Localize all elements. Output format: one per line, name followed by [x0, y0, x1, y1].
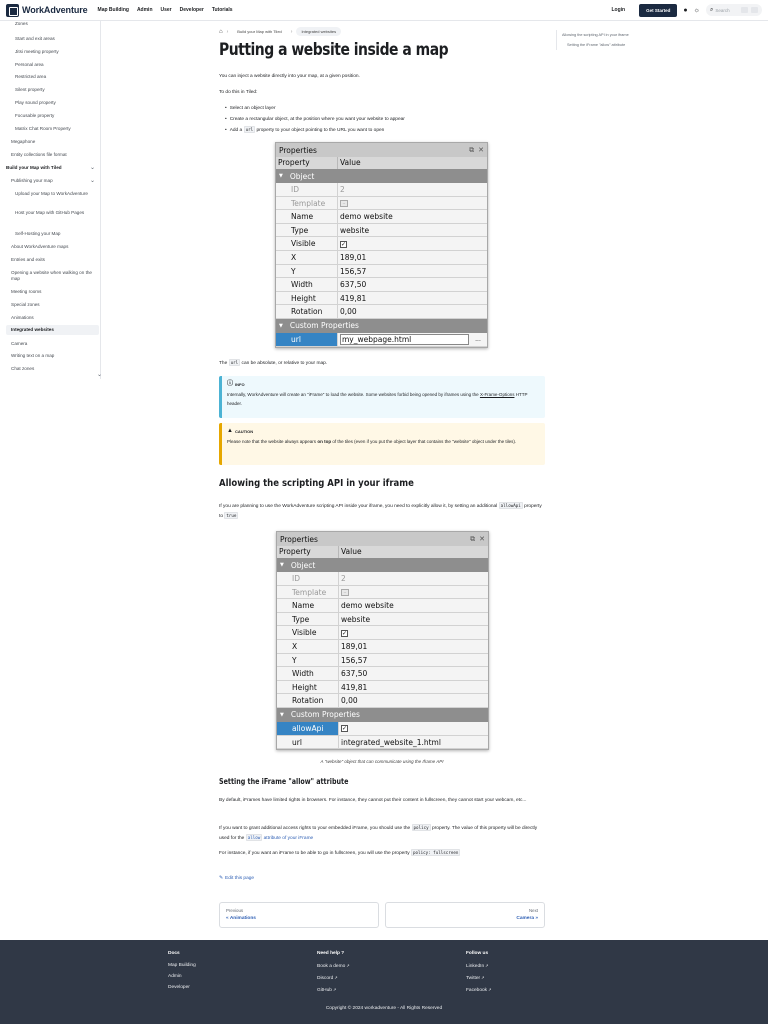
sidebar-item-publishing[interactable]: Publishing your map [11, 178, 53, 183]
todo-text: To do this in Tiled: [219, 90, 258, 95]
prop-value [338, 237, 487, 250]
copyright: Copyright © 2024 workadventure - All Rights Reserved [325, 1006, 443, 1011]
breadcrumb-current: Integrated websites [296, 27, 341, 36]
group-label: Custom Properties [289, 321, 359, 331]
nav-link-admin[interactable]: Admin [136, 7, 153, 13]
external-link-icon: ↗ [332, 987, 337, 992]
browse-button: ... [475, 335, 481, 343]
steps-list [225, 104, 405, 137]
prop-value: 189,01 [341, 641, 368, 651]
footer-col-title: Docs [168, 951, 180, 956]
panel-column-headers [276, 157, 487, 169]
group-object [277, 558, 488, 572]
prop-key: url [277, 736, 339, 749]
allow-paragraph-2 [219, 823, 545, 843]
footer-link-text: Discord [317, 976, 334, 981]
property-row [277, 694, 488, 708]
collapse-triangle-icon: ▼ [280, 711, 284, 718]
api-text-a: If you are planning to use the WorkAdventure scripting API inside your iframe, you need to explicitly allow it, by setting an additional [219, 504, 498, 509]
col-property: Property [277, 546, 339, 558]
allow-attribute-link[interactable] [246, 836, 314, 841]
checkbox-checked-icon: ✓ [341, 240, 347, 248]
sidebar-item-animations[interactable]: Animations [11, 315, 34, 320]
prop-key: Width [277, 667, 339, 680]
sidebar-item-zones[interactable]: Zones [15, 21, 28, 26]
collapse-triangle-icon: ▼ [279, 322, 283, 329]
group-custom-properties [277, 708, 488, 722]
prop-key: Width [276, 278, 338, 291]
property-row [277, 572, 488, 586]
external-link-icon: ↗ [485, 963, 489, 968]
sidebar-item-github-pages[interactable]: Host your Map with GitHub Pages [15, 210, 85, 215]
panel-buttons [470, 535, 485, 544]
sidebar-item-jitsi[interactable]: Jitsi meeting property [15, 49, 59, 54]
step3-text-b: property to your object pointing to the URL you want to open [256, 128, 385, 133]
panel-title: Properties [280, 534, 318, 544]
toc-item[interactable]: Allowing the scripting API in your iframe [562, 33, 629, 37]
nav-link-map-building[interactable]: Map Building [97, 7, 129, 13]
api-text-b: property to [219, 504, 542, 519]
property-row [276, 237, 487, 251]
prop-value: integrated_website_1.html [341, 737, 441, 747]
prop-value [338, 197, 487, 210]
footer-link[interactable]: Map Building [168, 963, 196, 968]
info-text-after: HTTP header. [227, 392, 528, 406]
footer-link[interactable] [317, 987, 350, 993]
footer-link[interactable] [317, 963, 350, 969]
property-row [276, 305, 487, 319]
footer [0, 940, 768, 1024]
allow-attribute-link-text: attribute of your iFrame [263, 836, 314, 841]
inline-code: url [230, 360, 239, 365]
footer-col-title: Need help ? [317, 951, 345, 956]
sidebar-item-focusable[interactable]: Focusable property [15, 113, 55, 118]
brand-link[interactable] [6, 4, 88, 17]
close-icon: ✕ [478, 145, 484, 154]
url-value-field: my_webpage.html [340, 334, 469, 345]
section-heading-allow-attribute: Setting the iFrame "allow" attribute [219, 777, 349, 786]
group-label: Custom Properties [290, 710, 360, 720]
pager-label: « Animations [226, 916, 256, 921]
prop-key: Height [276, 292, 338, 305]
footer-link[interactable] [466, 987, 491, 993]
sidebar-item-matrix-chat[interactable]: Matrix Chat Room Property [15, 126, 71, 131]
prop-key: Template [277, 586, 339, 599]
prop-key: X [276, 251, 338, 264]
property-row [277, 681, 488, 695]
template-button-icon: .. [341, 589, 349, 596]
edit-page-link[interactable] [219, 876, 254, 881]
prop-value: demo website [340, 212, 393, 222]
footer-link[interactable] [317, 975, 350, 981]
login-link[interactable]: Login [611, 7, 626, 13]
sidebar-item-play-sound[interactable]: Play sound property [15, 100, 56, 105]
collapse-triangle-icon: ▼ [280, 562, 284, 568]
prop-value: 637,50 [340, 280, 367, 290]
breadcrumb-separator-icon: › [290, 28, 293, 35]
brand-name: WorkAdventure [22, 5, 88, 15]
inline-code: policy: fullscreen [413, 850, 459, 855]
prop-key: Visible [277, 626, 339, 639]
caution-text-b: of the tiles (even if you put the object layer that contains the "website" object under the tiles). [332, 439, 517, 444]
prop-key: ID [277, 572, 339, 585]
prop-value [339, 626, 488, 639]
inline-code: true [226, 513, 237, 518]
caution-admonition [219, 423, 545, 465]
property-row [277, 626, 488, 640]
footer-link[interactable] [466, 975, 491, 981]
step3-text-a: Add a [229, 128, 243, 133]
prop-value: 2 [340, 185, 345, 194]
property-row [277, 654, 488, 668]
property-row [277, 599, 488, 613]
panel-header [277, 532, 488, 546]
allow-p3-a: For instance, if you want an iFrame to be able to go in fullscreen, you will use the property [219, 851, 410, 856]
prop-key: Name [277, 599, 339, 612]
toc-item[interactable]: Setting the iFrame "allow" attribute [567, 43, 626, 47]
sidebar-item-special-zones[interactable]: Special zones [11, 302, 40, 307]
group-custom-properties [276, 319, 487, 333]
property-row [276, 197, 487, 211]
prop-key: Rotation [276, 305, 338, 318]
caution-bold: on top [317, 439, 332, 444]
allow-paragraph-3 [219, 848, 545, 858]
property-row [277, 586, 488, 600]
prop-key: Height [277, 681, 339, 694]
prop-key: Type [276, 224, 338, 237]
prop-value: website [340, 225, 370, 235]
navbar-right [611, 4, 762, 17]
prop-key: Y [276, 265, 338, 278]
info-text: Internally, WorkAdventure will create an "iFrame" to load the website. Some websites forbid being opened by iframes using the [227, 392, 479, 397]
footer-link-text: GitHub [317, 988, 332, 993]
url-note [219, 358, 545, 368]
intro-text: You can inject a website directly into your map, at a given position. [219, 74, 360, 79]
prop-key: Y [277, 654, 339, 667]
sidebar-item-restricted-area[interactable]: Restricted area [15, 74, 47, 79]
prop-value: 637,50 [341, 669, 368, 679]
admonition-title [227, 427, 540, 436]
sidebar-item-camera[interactable]: Camera [11, 341, 28, 346]
x-frame-options-link[interactable]: X-Frame-Options [479, 392, 515, 397]
prop-key: Rotation [277, 694, 339, 707]
property-row [276, 333, 487, 347]
caution-text-a: Please note that the website always appears [227, 439, 317, 444]
table-of-contents [556, 30, 629, 50]
prop-key: allowApi [277, 722, 339, 735]
property-row [277, 722, 488, 736]
nav-link-tutorials[interactable]: Tutorials [211, 7, 233, 13]
kbd-ctrl-icon [741, 7, 748, 13]
property-row [276, 292, 487, 306]
sidebar-item-upload-map[interactable]: Upload your Map to WorkAdventure [15, 191, 88, 196]
pencil-icon: ✎ [219, 876, 224, 881]
kbd-k-icon [751, 7, 758, 13]
property-row [277, 613, 488, 627]
sidebar-item-entity-collections[interactable]: Entity collections file format [11, 152, 67, 157]
group-label: Object [289, 171, 315, 181]
prop-value: 419,81 [341, 682, 368, 692]
list-item: • Select an object layer [225, 104, 405, 115]
sidebar-item-writing-text[interactable]: Writing text on a map [11, 353, 55, 358]
prop-key: Type [277, 613, 339, 626]
admonition-title-text: INFO [235, 382, 245, 387]
footer-link-text: Book a demo [317, 964, 346, 969]
footer-link-text: LinkedIn [466, 964, 485, 969]
prop-value: 156,57 [341, 655, 368, 665]
sidebar-item-about-maps[interactable]: About WorkAdventure maps [11, 244, 69, 249]
inline-code: policy [413, 825, 429, 830]
prop-key: ID [276, 183, 338, 196]
figure-caption: A "website" object that can communicate using the Iframe API [320, 759, 444, 764]
info-icon: ⓘ [227, 381, 234, 387]
panel-title: Properties [279, 145, 317, 155]
panel-buttons [469, 146, 484, 155]
url-note-b: can be absolute, or relative to your map. [241, 361, 328, 366]
sidebar-item-entries-exits[interactable]: Entries and exits [11, 257, 45, 262]
sidebar-item-personal-area[interactable]: Personal area [15, 62, 44, 67]
list-item [225, 125, 405, 137]
prop-value: 0,00 [340, 307, 357, 317]
url-note-a: The [219, 361, 228, 366]
prop-value: 2 [341, 574, 346, 583]
properties-panel-image [275, 142, 488, 348]
prop-value: website [341, 614, 371, 624]
external-link-icon: ↗ [346, 963, 350, 968]
list-item: • Create a rectangular object, at the position where you want your website to appear [225, 115, 405, 126]
panel-header [276, 143, 487, 157]
footer-link-text: Facebook [466, 988, 488, 993]
page-title: Putting a website inside a map [219, 40, 449, 60]
prop-value: demo website [341, 601, 394, 611]
breadcrumb-build-with-tiled[interactable]: Build your Map with Tiled [237, 29, 282, 34]
sidebar-item-meeting-rooms[interactable]: Meeting rooms [11, 289, 42, 294]
prop-value: 189,01 [340, 252, 367, 262]
search-input[interactable] [706, 4, 762, 16]
float-icon: ⧉ [469, 145, 475, 154]
sidebar-item-self-hosting[interactable]: Self-Hosting your Map [15, 231, 61, 236]
sidebar-item-megaphone[interactable]: Megaphone [11, 139, 36, 144]
theme-toggle-icon[interactable]: ☼ [693, 6, 700, 14]
external-link-icon: ↗ [481, 975, 485, 980]
pager-label: Camera » [516, 916, 538, 921]
prop-key: X [277, 640, 339, 653]
prop-value: 156,57 [340, 266, 367, 276]
breadcrumb-separator-icon: › [226, 28, 229, 35]
sidebar-item-start-exit[interactable]: Start and exit areas [15, 36, 55, 41]
external-link-icon: ↗ [334, 975, 338, 980]
collapse-triangle-icon: ▼ [279, 173, 283, 179]
properties-panel-image [276, 531, 489, 750]
template-button-icon: .. [340, 200, 348, 207]
property-row [276, 265, 487, 279]
group-label: Object [290, 560, 316, 570]
home-icon[interactable]: ⌂ [219, 28, 223, 35]
external-link-icon: ↗ [488, 987, 492, 992]
footer-col-follow [466, 951, 491, 999]
footer-col-docs [168, 951, 196, 996]
prop-value [339, 586, 488, 599]
navbar [0, 0, 768, 21]
collapse-sidebar-icon[interactable]: ⌄ [97, 372, 103, 378]
chevron-down-icon[interactable]: ⌄ [89, 178, 95, 184]
inline-code: url [245, 127, 254, 132]
admonition-title [227, 380, 540, 389]
property-row [276, 224, 487, 238]
sidebar-item-build-with-tiled[interactable]: Build your Map with Tiled [6, 165, 62, 170]
prop-key: Template [276, 197, 338, 210]
footer-link[interactable] [466, 963, 491, 969]
property-row [276, 278, 487, 292]
prop-key: url [276, 333, 338, 346]
footer-link-text: Twitter [466, 976, 481, 981]
workadventure-logo-icon [6, 4, 19, 17]
allow-p2-a: If you want to grant additional access rights to your embedded iFrame, you should use the [219, 826, 411, 831]
sidebar-item-integrated-websites[interactable]: Integrated websites [6, 325, 99, 335]
pagination-next[interactable] [385, 902, 545, 928]
property-row [276, 210, 487, 224]
sidebar-item-opening-website[interactable]: Opening a website when walking on the map [11, 270, 92, 281]
prop-value: 0,00 [341, 696, 358, 706]
panel-column-headers [277, 546, 488, 558]
inline-code: allow [247, 835, 261, 840]
property-row [276, 251, 487, 265]
pager-sublabel: Next [528, 908, 538, 913]
property-row [277, 667, 488, 681]
edit-page-text: Edit this page [225, 876, 255, 881]
property-row [277, 640, 488, 654]
checkbox-checked-icon: ✓ [342, 629, 348, 637]
col-property: Property [276, 157, 338, 169]
prop-value [338, 333, 487, 346]
search-placeholder: Search [715, 7, 730, 13]
nav-link-user[interactable]: User [160, 7, 172, 13]
search-icon: ⌕ [710, 6, 714, 13]
nav-link-developer[interactable]: Developer [179, 7, 204, 13]
footer-col-title: Follow us [466, 951, 489, 956]
prop-value: 419,81 [340, 293, 367, 303]
chevron-down-icon[interactable]: ⌄ [89, 165, 95, 171]
pagination-previous[interactable] [219, 902, 379, 928]
info-admonition [219, 376, 545, 418]
inline-code: allowApi [500, 503, 521, 508]
group-object [276, 169, 487, 183]
allow-paragraph-1: By default, iFrames have limited rights in browsers. For instance, they cannot put their content in fullscreen, they cannot start your webcam, etc... [219, 798, 527, 803]
admonition-title-text: CAUTION [234, 429, 254, 434]
prop-key: Name [276, 210, 338, 223]
checkbox-checked-icon: ✓ [342, 725, 348, 733]
allow-p2-b: property. The value of this property will be directly used for the [219, 826, 538, 841]
footer-link[interactable]: Admin [168, 974, 182, 979]
col-value: Value [341, 547, 362, 556]
prop-value [339, 722, 488, 735]
get-started-button[interactable]: Get Started [639, 4, 677, 17]
warning-icon: ▲ [227, 428, 233, 434]
github-icon[interactable]: ● [683, 6, 688, 14]
col-value: Value [340, 158, 361, 167]
sidebar-item-chat-zones[interactable]: Chat zones [11, 366, 35, 371]
sidebar-item-silent[interactable]: Silent property [15, 87, 45, 92]
property-row [276, 183, 487, 197]
float-icon: ⧉ [470, 534, 476, 543]
api-text [219, 501, 545, 521]
sidebar [0, 21, 101, 379]
breadcrumb [219, 27, 341, 36]
property-row [277, 736, 488, 750]
footer-link[interactable]: Developer [168, 985, 190, 990]
prop-key: Visible [276, 237, 338, 250]
section-heading-scripting-api: Allowing the scripting API in your iframe [219, 478, 414, 489]
pager-sublabel: Previous [226, 908, 244, 913]
close-icon: ✕ [479, 534, 485, 543]
footer-col-help [317, 951, 350, 999]
